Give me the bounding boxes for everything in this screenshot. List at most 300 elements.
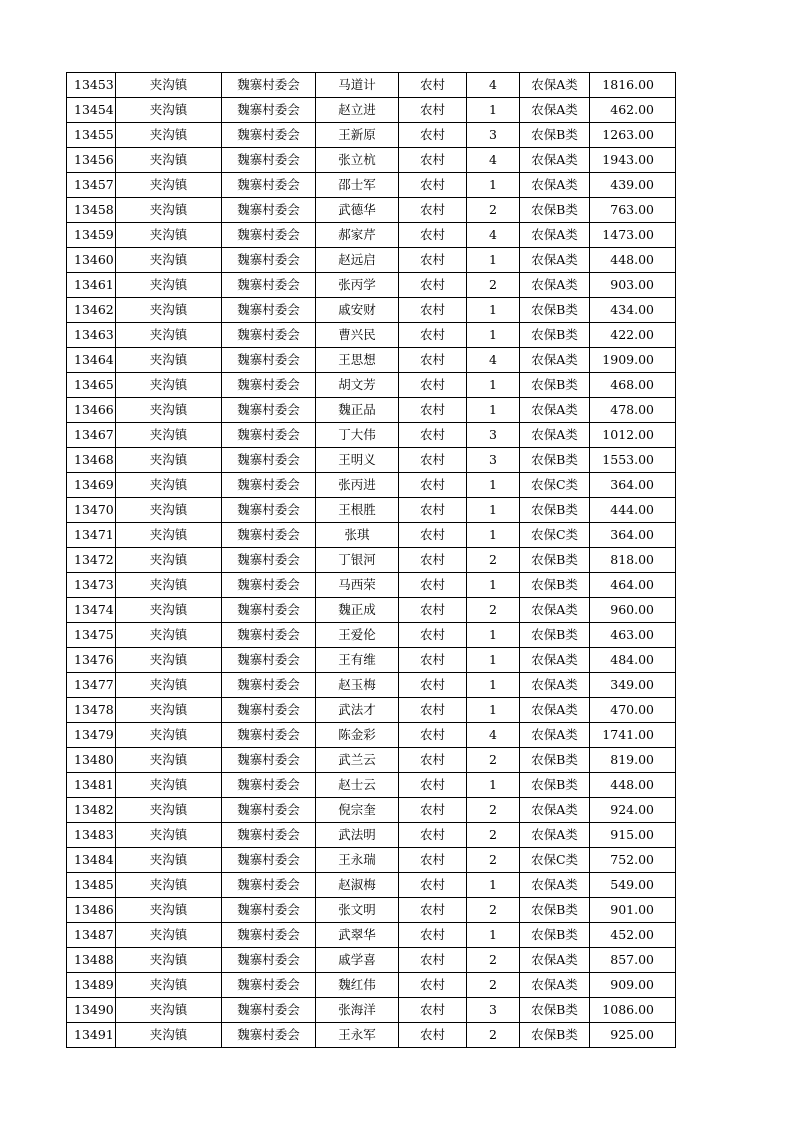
amount-cell: 1553.00 [590,448,676,473]
table-row [67,873,676,898]
household-type-cell: 农村 [399,448,467,473]
village-committee-cell: 魏寨村委会 [222,923,316,948]
name-cell: 王思想 [316,348,399,373]
town-cell: 夹沟镇 [116,198,222,223]
record-id-cell: 13466 [67,398,116,423]
table-row [67,98,676,123]
amount-cell: 901.00 [590,898,676,923]
category-cell: 农保B类 [520,623,590,648]
amount-cell: 1086.00 [590,998,676,1023]
name-cell: 倪宗奎 [316,798,399,823]
record-id-cell: 13467 [67,423,116,448]
record-id-cell: 13478 [67,698,116,723]
village-committee-cell: 魏寨村委会 [222,748,316,773]
record-id-cell: 13474 [67,598,116,623]
table-row [67,1023,676,1048]
record-id-cell: 13482 [67,798,116,823]
name-cell: 赵远启 [316,248,399,273]
household-type-cell: 农村 [399,473,467,498]
household-type-cell: 农村 [399,323,467,348]
record-id-cell: 13462 [67,298,116,323]
record-id-cell: 13472 [67,548,116,573]
person-count-cell: 3 [467,448,520,473]
household-type-cell: 农村 [399,648,467,673]
household-type-cell: 农村 [399,98,467,123]
person-count-cell: 1 [467,623,520,648]
name-cell: 魏正品 [316,398,399,423]
amount-cell: 349.00 [590,673,676,698]
town-cell: 夹沟镇 [116,173,222,198]
person-count-cell: 1 [467,923,520,948]
town-cell: 夹沟镇 [116,273,222,298]
town-cell: 夹沟镇 [116,448,222,473]
household-type-cell: 农村 [399,773,467,798]
name-cell: 王有维 [316,648,399,673]
name-cell: 王明义 [316,448,399,473]
person-count-cell: 1 [467,523,520,548]
person-count-cell: 3 [467,998,520,1023]
record-id-cell: 13469 [67,473,116,498]
household-type-cell: 农村 [399,848,467,873]
record-id-cell: 13479 [67,723,116,748]
name-cell: 张立杭 [316,148,399,173]
village-committee-cell: 魏寨村委会 [222,523,316,548]
category-cell: 农保A类 [520,698,590,723]
amount-cell: 1012.00 [590,423,676,448]
amount-cell: 549.00 [590,873,676,898]
town-cell: 夹沟镇 [116,373,222,398]
category-cell: 农保A类 [520,673,590,698]
category-cell: 农保B类 [520,748,590,773]
record-id-cell: 13461 [67,273,116,298]
record-id-cell: 13484 [67,848,116,873]
record-id-cell: 13463 [67,323,116,348]
village-committee-cell: 魏寨村委会 [222,873,316,898]
record-id-cell: 13490 [67,998,116,1023]
town-cell: 夹沟镇 [116,973,222,998]
name-cell: 王永军 [316,1023,399,1048]
category-cell: 农保A类 [520,948,590,973]
amount-cell: 1816.00 [590,73,676,98]
town-cell: 夹沟镇 [116,723,222,748]
category-cell: 农保B类 [520,548,590,573]
household-type-cell: 农村 [399,423,467,448]
household-type-cell: 农村 [399,898,467,923]
town-cell: 夹沟镇 [116,598,222,623]
town-cell: 夹沟镇 [116,923,222,948]
town-cell: 夹沟镇 [116,323,222,348]
category-cell: 农保A类 [520,398,590,423]
category-cell: 农保A类 [520,423,590,448]
name-cell: 丁大伟 [316,423,399,448]
amount-cell: 364.00 [590,523,676,548]
household-type-cell: 农村 [399,623,467,648]
category-cell: 农保C类 [520,473,590,498]
village-committee-cell: 魏寨村委会 [222,773,316,798]
household-type-cell: 农村 [399,298,467,323]
record-id-cell: 13476 [67,648,116,673]
town-cell: 夹沟镇 [116,823,222,848]
household-type-cell: 农村 [399,73,467,98]
table-row [67,198,676,223]
category-cell: 农保A类 [520,98,590,123]
household-type-cell: 农村 [399,498,467,523]
name-cell: 王新原 [316,123,399,148]
table-row [67,698,676,723]
town-cell: 夹沟镇 [116,148,222,173]
name-cell: 武翠华 [316,923,399,948]
table-row [67,223,676,248]
table-row [67,598,676,623]
village-committee-cell: 魏寨村委会 [222,398,316,423]
village-committee-cell: 魏寨村委会 [222,223,316,248]
person-count-cell: 3 [467,123,520,148]
household-type-cell: 农村 [399,948,467,973]
name-cell: 赵立进 [316,98,399,123]
village-committee-cell: 魏寨村委会 [222,73,316,98]
table-row [67,648,676,673]
village-committee-cell: 魏寨村委会 [222,648,316,673]
table-body [67,73,676,1048]
village-committee-cell: 魏寨村委会 [222,473,316,498]
amount-cell: 903.00 [590,273,676,298]
category-cell: 农保B类 [520,923,590,948]
village-committee-cell: 魏寨村委会 [222,598,316,623]
village-committee-cell: 魏寨村委会 [222,198,316,223]
category-cell: 农保B类 [520,198,590,223]
name-cell: 马西荣 [316,573,399,598]
person-count-cell: 2 [467,198,520,223]
amount-cell: 462.00 [590,98,676,123]
category-cell: 农保B类 [520,1023,590,1048]
town-cell: 夹沟镇 [116,223,222,248]
amount-cell: 448.00 [590,248,676,273]
name-cell: 丁银河 [316,548,399,573]
table-row [67,373,676,398]
record-id-cell: 13465 [67,373,116,398]
household-type-cell: 农村 [399,1023,467,1048]
data-table [66,72,676,1048]
amount-cell: 819.00 [590,748,676,773]
category-cell: 农保A类 [520,223,590,248]
table-row [67,823,676,848]
amount-cell: 464.00 [590,573,676,598]
town-cell: 夹沟镇 [116,248,222,273]
household-type-cell: 农村 [399,173,467,198]
person-count-cell: 2 [467,1023,520,1048]
record-id-cell: 13464 [67,348,116,373]
table-row [67,573,676,598]
person-count-cell: 2 [467,948,520,973]
village-committee-cell: 魏寨村委会 [222,898,316,923]
person-count-cell: 2 [467,973,520,998]
person-count-cell: 1 [467,248,520,273]
person-count-cell: 1 [467,698,520,723]
town-cell: 夹沟镇 [116,623,222,648]
village-committee-cell: 魏寨村委会 [222,798,316,823]
name-cell: 王根胜 [316,498,399,523]
category-cell: 农保B类 [520,498,590,523]
person-count-cell: 1 [467,373,520,398]
household-type-cell: 农村 [399,248,467,273]
table-row [67,148,676,173]
table-row [67,473,676,498]
person-count-cell: 1 [467,298,520,323]
household-type-cell: 农村 [399,748,467,773]
record-id-cell: 13456 [67,148,116,173]
household-type-cell: 农村 [399,198,467,223]
table-row [67,423,676,448]
category-cell: 农保C类 [520,848,590,873]
household-type-cell: 农村 [399,823,467,848]
village-committee-cell: 魏寨村委会 [222,373,316,398]
household-type-cell: 农村 [399,673,467,698]
table-row [67,298,676,323]
name-cell: 赵玉梅 [316,673,399,698]
amount-cell: 857.00 [590,948,676,973]
village-committee-cell: 魏寨村委会 [222,548,316,573]
table-row [67,798,676,823]
village-committee-cell: 魏寨村委会 [222,948,316,973]
category-cell: 农保A类 [520,823,590,848]
name-cell: 王永瑞 [316,848,399,873]
name-cell: 武法才 [316,698,399,723]
name-cell: 戚安财 [316,298,399,323]
household-type-cell: 农村 [399,148,467,173]
record-id-cell: 13459 [67,223,116,248]
name-cell: 张琪 [316,523,399,548]
amount-cell: 925.00 [590,1023,676,1048]
household-type-cell: 农村 [399,398,467,423]
town-cell: 夹沟镇 [116,998,222,1023]
table-row [67,248,676,273]
person-count-cell: 1 [467,673,520,698]
town-cell: 夹沟镇 [116,473,222,498]
name-cell: 赵士云 [316,773,399,798]
household-type-cell: 农村 [399,523,467,548]
person-count-cell: 2 [467,598,520,623]
person-count-cell: 2 [467,273,520,298]
amount-cell: 478.00 [590,398,676,423]
town-cell: 夹沟镇 [116,298,222,323]
person-count-cell: 4 [467,148,520,173]
name-cell: 武法明 [316,823,399,848]
town-cell: 夹沟镇 [116,398,222,423]
record-id-cell: 13471 [67,523,116,548]
town-cell: 夹沟镇 [116,573,222,598]
record-id-cell: 13475 [67,623,116,648]
table-row [67,848,676,873]
amount-cell: 448.00 [590,773,676,798]
name-cell: 王爱伦 [316,623,399,648]
record-id-cell: 13488 [67,948,116,973]
person-count-cell: 1 [467,398,520,423]
household-type-cell: 农村 [399,998,467,1023]
village-committee-cell: 魏寨村委会 [222,698,316,723]
table-row [67,998,676,1023]
category-cell: 农保A类 [520,873,590,898]
person-count-cell: 1 [467,573,520,598]
village-committee-cell: 魏寨村委会 [222,273,316,298]
category-cell: 农保B类 [520,323,590,348]
amount-cell: 452.00 [590,923,676,948]
category-cell: 农保A类 [520,148,590,173]
category-cell: 农保B类 [520,448,590,473]
category-cell: 农保A类 [520,723,590,748]
household-type-cell: 农村 [399,373,467,398]
table-row [67,348,676,373]
town-cell: 夹沟镇 [116,498,222,523]
name-cell: 马道计 [316,73,399,98]
person-count-cell: 2 [467,823,520,848]
table-row [67,973,676,998]
category-cell: 农保A类 [520,248,590,273]
name-cell: 胡文芳 [316,373,399,398]
village-committee-cell: 魏寨村委会 [222,173,316,198]
category-cell: 农保B类 [520,573,590,598]
category-cell: 农保B类 [520,373,590,398]
name-cell: 邵士军 [316,173,399,198]
table-row [67,723,676,748]
amount-cell: 1263.00 [590,123,676,148]
village-committee-cell: 魏寨村委会 [222,448,316,473]
amount-cell: 470.00 [590,698,676,723]
category-cell: 农保B类 [520,898,590,923]
amount-cell: 1473.00 [590,223,676,248]
category-cell: 农保A类 [520,348,590,373]
amount-cell: 439.00 [590,173,676,198]
household-type-cell: 农村 [399,273,467,298]
table-row [67,498,676,523]
record-id-cell: 13480 [67,748,116,773]
table-row [67,448,676,473]
household-type-cell: 农村 [399,598,467,623]
person-count-cell: 1 [467,323,520,348]
person-count-cell: 2 [467,748,520,773]
village-committee-cell: 魏寨村委会 [222,248,316,273]
village-committee-cell: 魏寨村委会 [222,298,316,323]
town-cell: 夹沟镇 [116,648,222,673]
record-id-cell: 13457 [67,173,116,198]
record-id-cell: 13453 [67,73,116,98]
town-cell: 夹沟镇 [116,123,222,148]
household-type-cell: 农村 [399,723,467,748]
category-cell: 农保B类 [520,773,590,798]
person-count-cell: 2 [467,548,520,573]
person-count-cell: 1 [467,773,520,798]
village-committee-cell: 魏寨村委会 [222,348,316,373]
town-cell: 夹沟镇 [116,98,222,123]
name-cell: 张丙进 [316,473,399,498]
name-cell: 张文明 [316,898,399,923]
village-committee-cell: 魏寨村委会 [222,573,316,598]
record-id-cell: 13470 [67,498,116,523]
table-row [67,623,676,648]
town-cell: 夹沟镇 [116,673,222,698]
amount-cell: 924.00 [590,798,676,823]
record-id-cell: 13481 [67,773,116,798]
town-cell: 夹沟镇 [116,523,222,548]
category-cell: 农保A类 [520,798,590,823]
table-row [67,273,676,298]
table-row [67,748,676,773]
village-committee-cell: 魏寨村委会 [222,823,316,848]
town-cell: 夹沟镇 [116,898,222,923]
amount-cell: 422.00 [590,323,676,348]
table-row [67,523,676,548]
table-row [67,398,676,423]
category-cell: 农保A类 [520,648,590,673]
person-count-cell: 1 [467,473,520,498]
name-cell: 魏正成 [316,598,399,623]
record-id-cell: 13477 [67,673,116,698]
village-committee-cell: 魏寨村委会 [222,123,316,148]
household-type-cell: 农村 [399,123,467,148]
town-cell: 夹沟镇 [116,798,222,823]
amount-cell: 752.00 [590,848,676,873]
category-cell: 农保C类 [520,523,590,548]
table-row [67,898,676,923]
record-id-cell: 13491 [67,1023,116,1048]
record-id-cell: 13486 [67,898,116,923]
amount-cell: 960.00 [590,598,676,623]
person-count-cell: 4 [467,723,520,748]
category-cell: 农保A类 [520,973,590,998]
amount-cell: 909.00 [590,973,676,998]
household-type-cell: 农村 [399,698,467,723]
household-type-cell: 农村 [399,798,467,823]
village-committee-cell: 魏寨村委会 [222,98,316,123]
name-cell: 张丙学 [316,273,399,298]
table-row [67,948,676,973]
category-cell: 农保A类 [520,598,590,623]
town-cell: 夹沟镇 [116,873,222,898]
table-row [67,123,676,148]
person-count-cell: 2 [467,898,520,923]
household-type-cell: 农村 [399,548,467,573]
town-cell: 夹沟镇 [116,848,222,873]
table-row [67,923,676,948]
amount-cell: 1943.00 [590,148,676,173]
village-committee-cell: 魏寨村委会 [222,673,316,698]
amount-cell: 1741.00 [590,723,676,748]
table-row [67,323,676,348]
town-cell: 夹沟镇 [116,1023,222,1048]
name-cell: 武兰云 [316,748,399,773]
village-committee-cell: 魏寨村委会 [222,498,316,523]
person-count-cell: 1 [467,98,520,123]
household-type-cell: 农村 [399,973,467,998]
household-type-cell: 农村 [399,573,467,598]
village-committee-cell: 魏寨村委会 [222,148,316,173]
record-id-cell: 13483 [67,823,116,848]
table-row [67,673,676,698]
person-count-cell: 4 [467,223,520,248]
town-cell: 夹沟镇 [116,73,222,98]
record-id-cell: 13454 [67,98,116,123]
town-cell: 夹沟镇 [116,748,222,773]
village-committee-cell: 魏寨村委会 [222,723,316,748]
amount-cell: 1909.00 [590,348,676,373]
record-id-cell: 13458 [67,198,116,223]
table-row [67,173,676,198]
record-id-cell: 13473 [67,573,116,598]
name-cell: 曹兴民 [316,323,399,348]
village-committee-cell: 魏寨村委会 [222,423,316,448]
category-cell: 农保B类 [520,298,590,323]
household-type-cell: 农村 [399,223,467,248]
village-committee-cell: 魏寨村委会 [222,973,316,998]
